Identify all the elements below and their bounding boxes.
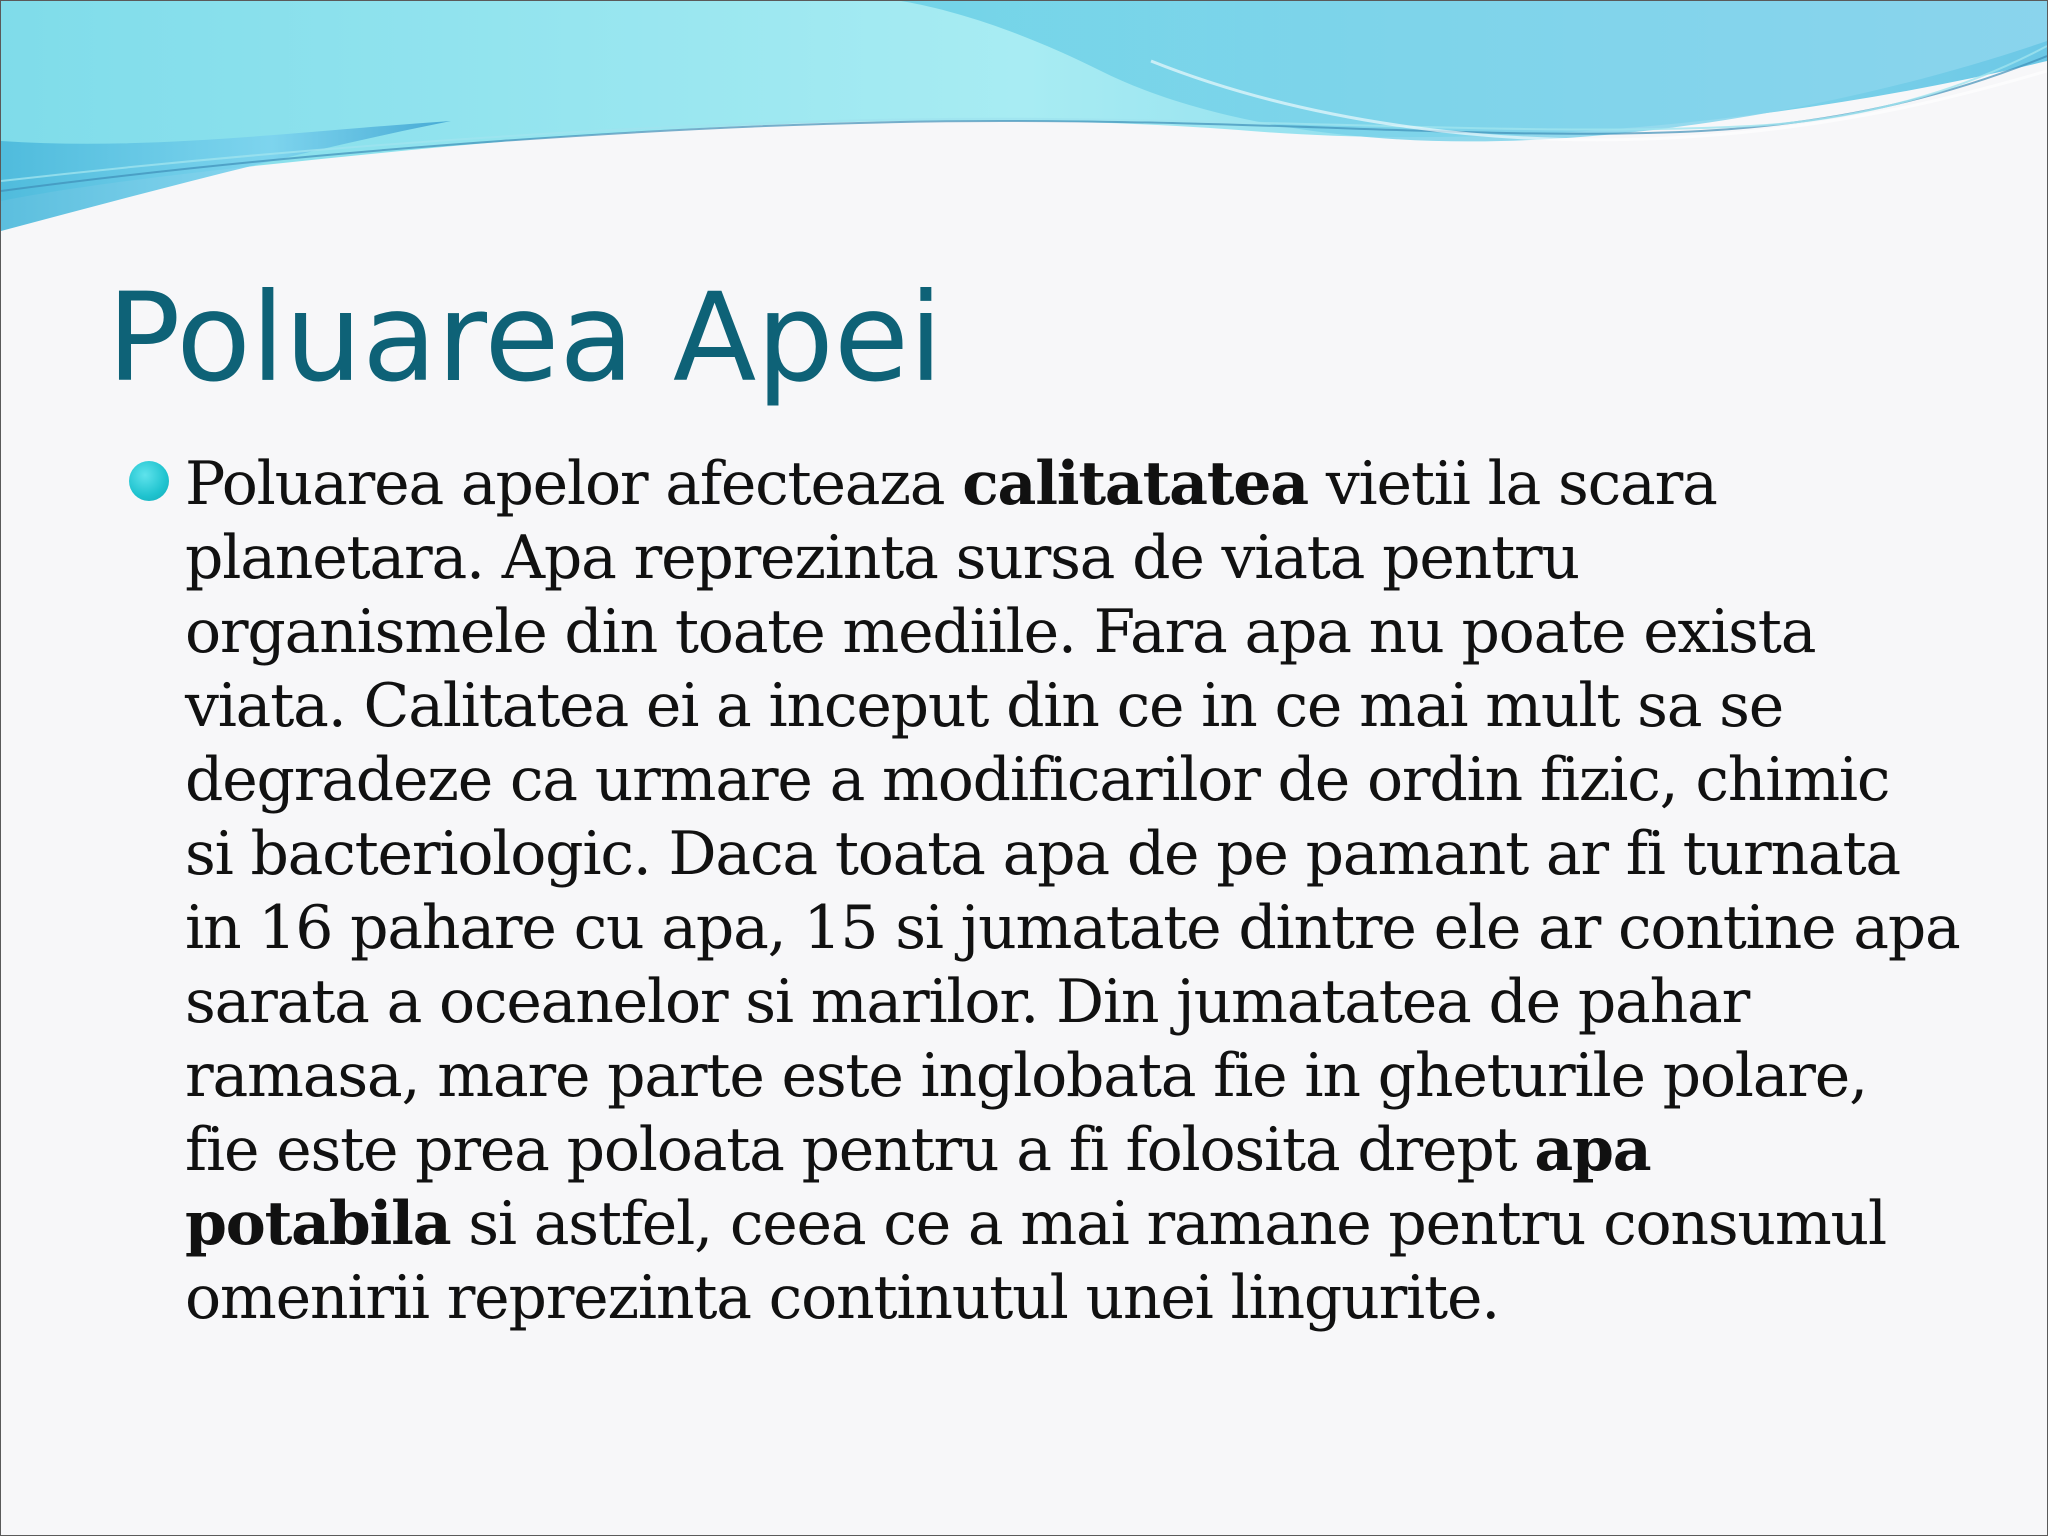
- bold-text-segment: apa: [1534, 1115, 1651, 1185]
- text-segment: vietii la scara: [1307, 449, 1717, 519]
- text-segment: si astfel, ceea ce a mai ramane pentru consumul: [450, 1189, 1886, 1259]
- text-segment: in 16 pahare cu apa, 15 si jumatate dintre ele ar contine apa: [185, 893, 1960, 963]
- text-segment: planetara. Apa reprezinta sursa de viata pentru: [185, 523, 1579, 593]
- text-segment: fie este prea poloata pentru a fi folosita drept: [185, 1115, 1535, 1185]
- bold-text-segment: calitatatea: [962, 449, 1308, 519]
- text-line: [185, 521, 1985, 595]
- text-line: [185, 817, 1985, 891]
- text-line: [185, 447, 1985, 521]
- text-line: [185, 669, 1985, 743]
- text-line: [185, 965, 1985, 1039]
- text-line: [185, 1113, 1985, 1187]
- header-wave-decoration: [1, 1, 2047, 241]
- text-segment: Poluarea apelor afecteaza: [185, 449, 963, 519]
- text-line: [185, 891, 1985, 965]
- slide-title: Poluarea Apei: [107, 267, 943, 409]
- text-segment: omenirii reprezinta continutul unei lingurite.: [185, 1263, 1500, 1333]
- text-segment: ramasa, mare parte este inglobata fie in gheturile polare,: [185, 1041, 1867, 1111]
- bullet-dot-icon: [129, 461, 169, 501]
- text-line: [185, 595, 1985, 669]
- bullet-item: [129, 447, 1960, 1335]
- text-segment: si bacteriologic. Daca toata apa de pe pamant ar fi turnata: [185, 819, 1900, 889]
- slide-content: [129, 447, 1960, 1335]
- text-line: [185, 1187, 1985, 1261]
- text-line: [185, 1261, 1985, 1335]
- text-segment: degradeze ca urmare a modificarilor de ordin fizic, chimic: [185, 745, 1890, 815]
- text-segment: viata. Calitatea ei a inceput din ce in ce mai mult sa se: [185, 671, 1784, 741]
- text-line: [185, 743, 1985, 817]
- text-segment: organismele din toate mediile. Fara apa nu poate exista: [185, 597, 1816, 667]
- bold-text-segment: potabila: [185, 1189, 451, 1259]
- text-segment: sarata a oceanelor si marilor. Din jumatatea de pahar: [185, 967, 1750, 1037]
- text-line: [185, 1039, 1985, 1113]
- bullet-text: [185, 447, 1985, 1335]
